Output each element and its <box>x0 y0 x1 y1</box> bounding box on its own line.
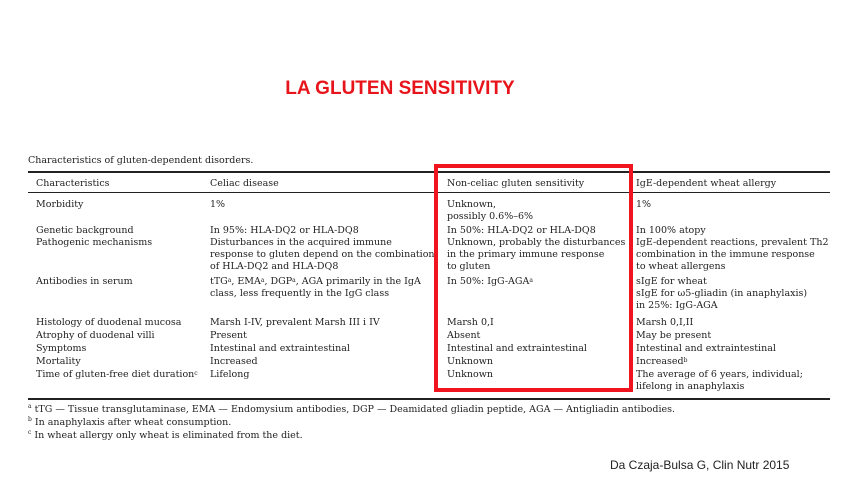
cell-text: , AGA primarily in the IgA <box>295 276 421 287</box>
cell-line: in 25%: IgG-AGA <box>636 300 718 311</box>
row-label: Genetic background <box>36 225 134 236</box>
footnote-mark: a <box>28 403 32 410</box>
cell-line: The average of 6 years, individual; <box>636 369 803 380</box>
celiac-cell: Lifelong <box>210 369 250 380</box>
wheat-allergy-cell <box>636 369 803 393</box>
ncgs-cell: Unknown <box>447 356 493 367</box>
footnote-text: In anaphylaxis after wheat consumption. <box>34 417 232 428</box>
wheat-allergy-cell <box>636 276 807 312</box>
celiac-cell: 1% <box>210 199 226 210</box>
row-label: Morbidity <box>36 199 84 210</box>
ncgs-cell: Unknown <box>447 369 493 380</box>
celiac-cell: Present <box>210 330 247 341</box>
celiac-cell <box>210 237 435 273</box>
header-rule <box>28 192 830 193</box>
cell-line: Unknown, probably the disturbances <box>447 237 626 248</box>
footnote-mark: b <box>28 416 32 423</box>
row-label: Atrophy of duodenal villi <box>36 330 155 341</box>
footnote-mark: a <box>292 277 296 284</box>
cell-line: Unknown, <box>447 199 496 210</box>
celiac-cell: Intestinal and extraintestinal <box>210 343 350 354</box>
cell-text: , DGP <box>264 276 293 287</box>
footnote-mark: a <box>260 277 265 284</box>
cell-line: IgE-dependent reactions, prevalent Th2 <box>636 237 829 248</box>
footnote <box>28 417 231 428</box>
celiac-cell: Increased <box>210 356 258 367</box>
footnote-mark: c <box>194 370 198 377</box>
table-top-rule <box>28 171 830 173</box>
cell-line: class, less frequently in the IgG class <box>210 288 390 299</box>
footnote-mark: a <box>529 277 533 284</box>
cell-line: of HLA-DQ2 and HLA-DQ8 <box>210 261 339 272</box>
wheat-allergy-cell: In 100% atopy <box>636 225 706 236</box>
table-bottom-rule <box>28 398 830 400</box>
row-label: Antibodies in serum <box>36 276 133 287</box>
header-celiac-disease: Celiac disease <box>210 178 279 189</box>
table-caption: Characteristics of gluten-dependent disorders. <box>28 155 254 166</box>
cell-line: sIgE for ω5-gliadin (in anaphylaxis) <box>636 288 808 299</box>
footnote-mark: c <box>28 429 32 436</box>
cell-text: Time of gluten-free diet duration <box>36 369 195 380</box>
ncgs-cell: Intestinal and extraintestinal <box>447 343 587 354</box>
slide-title: LA GLUTEN SENSITIVITY <box>285 78 515 99</box>
ncgs-cell: In 50%: HLA-DQ2 or HLA-DQ8 <box>447 225 596 236</box>
citation: Da Czaja-Bulsa G, Clin Nutr 2015 <box>610 458 790 472</box>
header-non-celiac: Non-celiac gluten sensitivity <box>447 178 585 189</box>
cell-line: in the primary immune response <box>447 249 605 260</box>
header-wheat-allergy: IgE-dependent wheat allergy <box>636 178 777 189</box>
footnote <box>28 404 675 415</box>
wheat-allergy-cell <box>636 237 829 273</box>
row-label: Histology of duodenal mucosa <box>36 317 182 328</box>
cell-text: , EMA <box>231 276 261 287</box>
cell-line: response to gluten depend on the combination <box>210 249 435 260</box>
celiac-cell <box>210 276 421 300</box>
row-label <box>36 369 198 381</box>
footnote <box>28 430 303 441</box>
celiac-cell: Marsh I-IV, prevalent Marsh III i IV <box>210 317 380 328</box>
wheat-allergy-cell: Intestinal and extraintestinal <box>636 343 776 354</box>
ncgs-cell: Marsh 0,I <box>447 317 494 328</box>
cell-line: lifelong in anaphylaxis <box>636 381 745 392</box>
cell-line: to wheat allergens <box>636 261 726 272</box>
cell-line: combination in the immune response <box>636 249 815 260</box>
footnote-mark: a <box>227 277 232 284</box>
header-characteristics: Characteristics <box>36 178 110 189</box>
row-label: Pathogenic mechanisms <box>36 237 153 248</box>
wheat-allergy-cell: 1% <box>636 199 652 210</box>
celiac-cell: In 95%: HLA-DQ2 or HLA-DQ8 <box>210 225 359 236</box>
highlight-box <box>434 164 633 392</box>
row-label: Mortality <box>36 356 81 367</box>
row-label: Symptoms <box>36 343 87 354</box>
cell-line: sIgE for wheat <box>636 276 707 287</box>
wheat-allergy-cell: May be present <box>636 330 712 341</box>
footnote-mark: b <box>683 357 688 364</box>
wheat-allergy-cell <box>636 356 687 368</box>
cell-line: Disturbances in the acquired immune <box>210 237 392 248</box>
cell-text: Increased <box>636 356 684 367</box>
cell-text: tTG <box>210 276 228 287</box>
ncgs-cell: Absent <box>447 330 481 341</box>
footnote-text: In wheat allergy only wheat is eliminated from the diet. <box>34 430 303 441</box>
cell-line: to gluten <box>447 261 491 272</box>
cell-line: possibly 0.6%–6% <box>447 211 534 222</box>
cell-text: In 50%: IgG-AGA <box>447 276 530 287</box>
footnote-text: tTG — Tissue transglutaminase, EMA — Endomysium antibodies, DGP — Deamidated gliadin peptide, AGA — Antigliadin antibodies. <box>34 404 676 415</box>
wheat-allergy-cell: Marsh 0,I,II <box>636 317 694 328</box>
